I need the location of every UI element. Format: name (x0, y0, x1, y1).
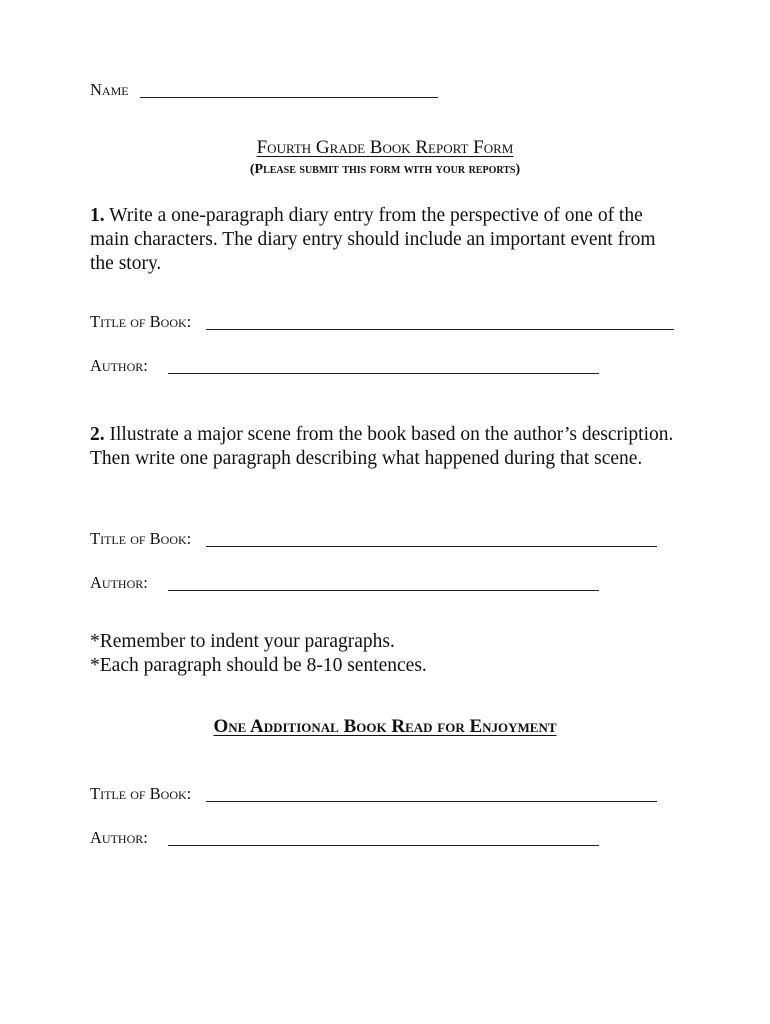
q2-title-label: Title of Book: (90, 529, 192, 548)
additional-author-input-line[interactable] (168, 845, 599, 846)
q1-title-label: Title of Book: (90, 312, 192, 331)
q1-title-input-line[interactable] (206, 329, 674, 330)
q2-author-label: Author: (90, 573, 148, 592)
additional-title-input-line[interactable] (206, 801, 657, 802)
page-title: Fourth Grade Book Report Form (256, 137, 514, 158)
q2-author-input-line[interactable] (168, 590, 599, 591)
question-1-text: Write a one-paragraph diary entry from the perspective of one of the main characters. The diary entry should include an important event from the story. (90, 205, 656, 274)
question-1 (90, 204, 680, 276)
note-sentences: *Each paragraph should be 8-10 sentences. (90, 655, 427, 676)
name-label: Name (90, 80, 129, 99)
name-input-line[interactable] (140, 97, 438, 98)
additional-author-label: Author: (90, 828, 148, 847)
note-indent: *Remember to indent your paragraphs. (90, 631, 395, 652)
question-2-text: Illustrate a major scene from the book based on the author’s description. Then write one paragraph describing what happened during that scene. (90, 424, 674, 469)
question-2-number: 2. (90, 424, 105, 445)
q1-author-label: Author: (90, 356, 148, 375)
question-2 (90, 423, 680, 471)
additional-book-heading: One Additional Book Read for Enjoyment (213, 716, 557, 737)
q1-author-input-line[interactable] (168, 373, 599, 374)
q2-title-input-line[interactable] (206, 546, 657, 547)
additional-title-label: Title of Book: (90, 784, 192, 803)
question-1-number: 1. (90, 205, 105, 226)
page-subtitle: (Please submit this form with your reports) (249, 162, 521, 177)
